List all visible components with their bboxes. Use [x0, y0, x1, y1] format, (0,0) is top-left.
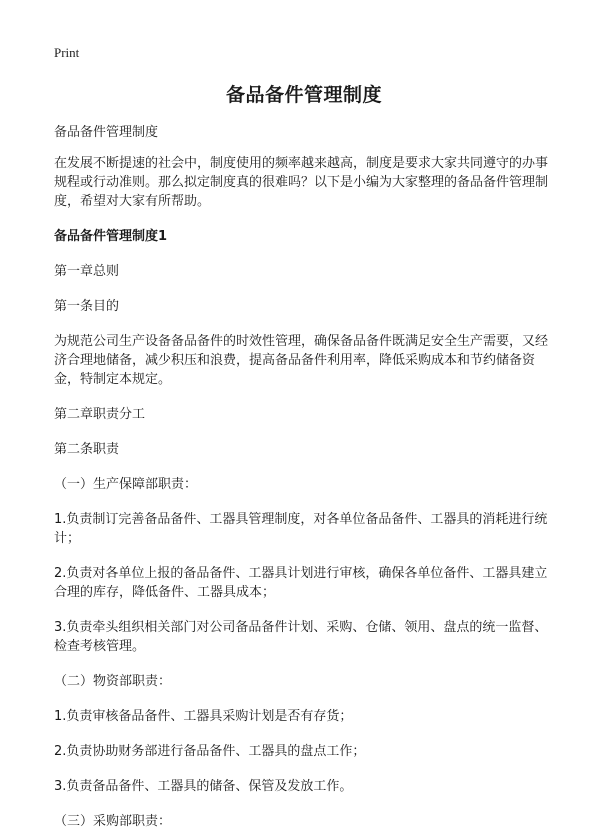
document-title: 备品备件管理制度 — [225, 84, 382, 106]
paragraph: （二）物资部职责： — [54, 674, 172, 689]
section-heading: 备品备件管理制度1 — [54, 229, 168, 244]
paragraph: （一）生产保障部职责： — [54, 477, 198, 492]
paragraph: 2.负责协助财务部进行备品备件、工器具的盘点工作； — [54, 744, 366, 759]
document-body — [54, 123, 554, 831]
paragraph: 备品备件管理制度 — [54, 125, 159, 140]
paragraph: （三）采购部职责： — [54, 814, 172, 829]
paragraph: 3.负责牵头组织相关部门对公司备品备件计划、采购、仓储、领用、盘点的统一监督、检查考核管理。 — [54, 620, 548, 654]
paragraph: 为规范公司生产设备备品备件的时效性管理，确保备品备件既满足安全生产需要，又经济合理地储备，减少积压和浪费，提高备品备件利用率，降低采购成本和节约储备资金，特制定本规定。 — [54, 334, 549, 387]
paragraph: 第二条职责 — [54, 442, 120, 457]
paragraph: 第一章总则 — [54, 264, 120, 279]
paragraph: 第二章职责分工 — [54, 407, 146, 422]
print-link[interactable]: Print — [54, 45, 80, 60]
paragraph: 1.负责审核备品备件、工器具采购计划是否有存货； — [54, 709, 353, 724]
paragraph: 3.负责备品备件、工器具的储备、保管及发放工作。 — [54, 779, 353, 794]
paragraph: 第一条目的 — [54, 299, 120, 314]
paragraph: 2.负责对各单位上报的备品备件、工器具计划进行审核，确保各单位备件、工器具建立合理的库存，降低备件、工器具成本； — [54, 566, 548, 600]
paragraph: 1.负责制订完善备品备件、工器具管理制度，对各单位备品备件、工器具的消耗进行统计； — [54, 512, 548, 546]
paragraph: 在发展不断提速的社会中，制度使用的频率越来越高，制度是要求大家共同遵守的办事规程或行动准则。那么拟定制度真的很难吗？以下是小编为大家整理的备品备件管理制度，希望对大家有所帮助。 — [54, 156, 549, 209]
